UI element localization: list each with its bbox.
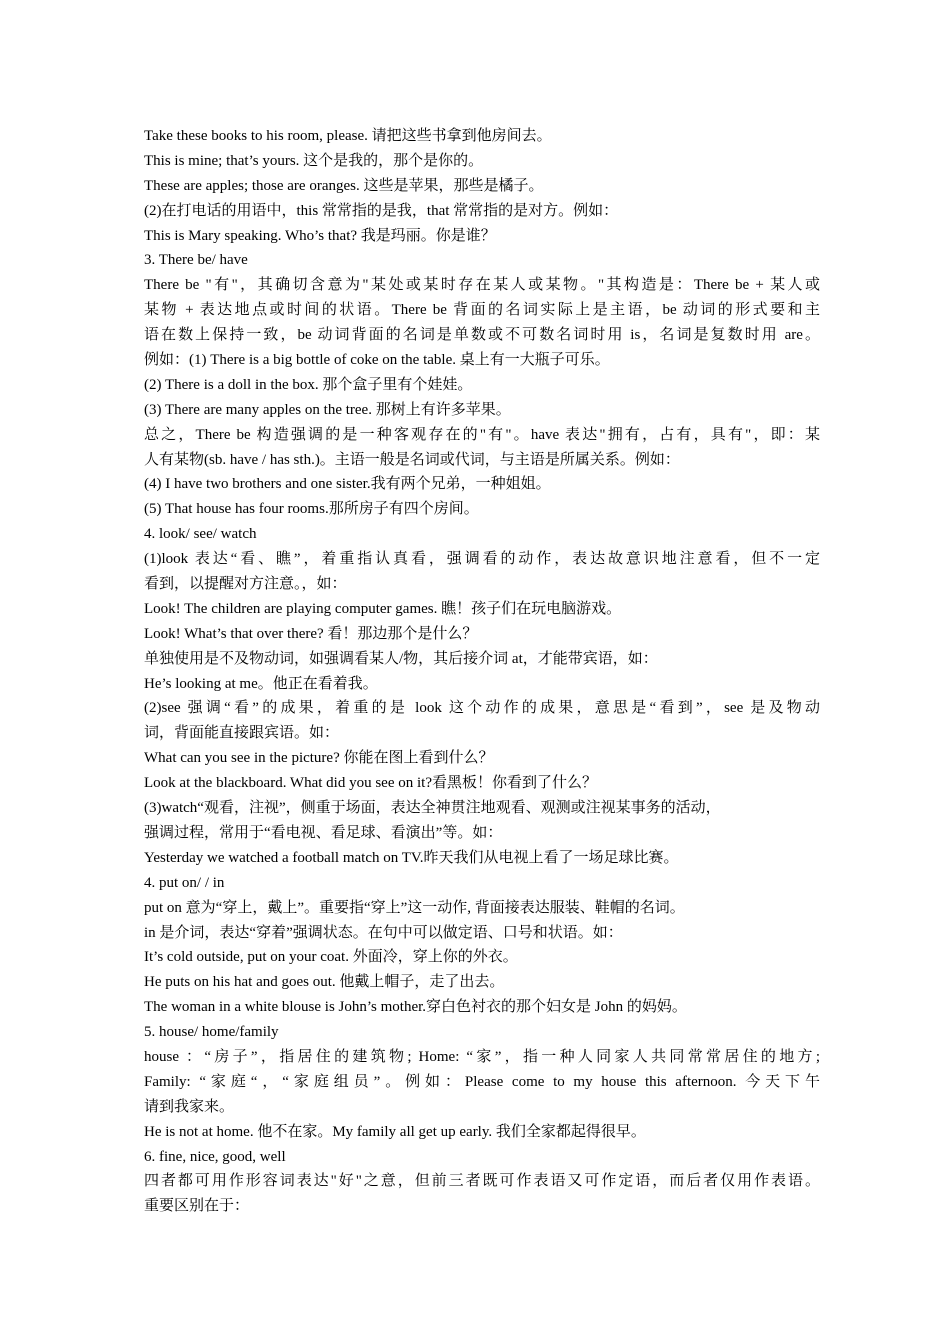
text-line: 语在数上保持一致，be 动词背面的名词是单数或不可数名词时用 is，名词是复数时用 are。 bbox=[144, 327, 820, 344]
text-line: 词，背面能直接跟宾语。如： bbox=[144, 725, 340, 742]
text-line: What can you see in the picture? 你能在图上看到什么？ bbox=[144, 750, 494, 767]
text-line: These are apples; those are oranges. 这些是苹果，那些是橘子。 bbox=[144, 177, 544, 194]
text-line: 单独使用是不及物动词，如强调看某人/物，其后接介词 at，才能带宾语，如： bbox=[144, 650, 658, 667]
text-line: put on 意为“穿上，戴上”。重要指“穿上”这一动作, 背面接表达服装、鞋帽的名词。 bbox=[144, 899, 685, 916]
text-line: He puts on his hat and goes out. 他戴上帽子，走了出去。 bbox=[144, 974, 505, 991]
text-line: This is Mary speaking. Who’s that? 我是玛丽。你是谁？ bbox=[144, 227, 496, 244]
text-line: 强调过程，常用于“看电视、看足球、看演出”等。如： bbox=[144, 824, 503, 841]
text-line: It’s cold outside, put on your coat. 外面冷，穿上你的外衣。 bbox=[144, 949, 518, 966]
text-line: (2)在打电话的用语中，this 常常指的是我，that 常常指的是对方。例如： bbox=[144, 202, 619, 219]
text-line: 四者都可用作形容词表达"好"之意，但前三者既可作表语又可作定语，而后者仅用作表语。 bbox=[144, 1173, 820, 1190]
text-line: 例如：(1) There is a big bottle of coke on the table. 桌上有一大瓶子可乐。 bbox=[144, 352, 610, 369]
text-line: Look! What’s that over there? 看！那边那个是什么？ bbox=[144, 625, 478, 642]
text-line: He is not at home. 他不在家。My family all get up early. 我们全家都起得很早。 bbox=[144, 1123, 646, 1140]
text-line: Look at the blackboard. What did you see on it?看黑板！你看到了什么？ bbox=[144, 775, 597, 792]
text-line: (3)watch“观看，注视”，侧重于场面，表达全神贯注地观看、观测或注视某事务的活动， bbox=[144, 800, 721, 817]
text-line: Take these books to his room, please. 请把这些书拿到他房间去。 bbox=[144, 128, 552, 144]
text-line: 某物 + 表达地点或时间的状语。There be 背面的名词实际上是主语，be 动词的形式要和主 bbox=[144, 302, 820, 319]
text-line: Look! The children are playing computer games. 瞧！孩子们在玩电脑游戏。 bbox=[144, 600, 622, 617]
text-line: (4) I have two brothers and one sister.我有两个兄弟，一种姐姐。 bbox=[144, 476, 551, 493]
text-line: 看到，以提醒对方注意。，如： bbox=[144, 576, 347, 593]
text-line: 6. fine, nice, good, well bbox=[144, 1148, 286, 1165]
text-line: Yesterday we watched a football match on TV.昨天我们从电视上看了一场足球比赛。 bbox=[144, 849, 679, 866]
text-line: 重要区别在于： bbox=[144, 1198, 250, 1215]
document-page bbox=[144, 124, 820, 1219]
text-line: 5. house/ home/family bbox=[144, 1024, 279, 1041]
text-line: 4. put on/ / in bbox=[144, 874, 225, 891]
text-line: (5) That house has four rooms.那所房子有四个房间。 bbox=[144, 501, 479, 518]
text-line: 人有某物(sb. have / has sth.)。主语一般是名词或代词，与主语是所属关系。例如： bbox=[144, 451, 680, 468]
text-line: 4. look/ see/ watch bbox=[144, 526, 257, 543]
text-line: (2) There is a doll in the box. 那个盒子里有个娃娃。 bbox=[144, 376, 473, 393]
text-line: 请到我家来。 bbox=[144, 1098, 235, 1115]
text-line: house ：“房子”，指居住的建筑物; Home: “家”，指一种人同家人共同常常居住的地方; bbox=[144, 1048, 820, 1065]
text-line: 3. There be/ have bbox=[144, 252, 248, 269]
text-line: There be "有"，其确切含意为"某处或某时存在某人或某物。"其构造是：There be + 某人或 bbox=[144, 277, 820, 294]
text-line: This is mine; that’s yours. 这个是我的，那个是你的。 bbox=[144, 152, 484, 169]
text-line: Family: “家庭“，“家庭组员”。例如：Please come to my house this afternoon. 今天下午 bbox=[144, 1073, 820, 1090]
text-line: The woman in a white blouse is John’s mother.穿白色衬衣的那个妇女是 John 的妈妈。 bbox=[144, 999, 687, 1016]
text-line: (1)look 表达“看、瞧”，着重指认真看，强调看的动作，表达故意识地注意看，但不一定 bbox=[144, 551, 820, 568]
text-line: 总之，There be 构造强调的是一种客观存在的"有"。have 表达"拥有，占有，具有"，即：某 bbox=[144, 426, 820, 443]
text-line: He’s looking at me。他正在看着我。 bbox=[144, 675, 378, 692]
text-line: (3) There are many apples on the tree. 那树上有许多苹果。 bbox=[144, 401, 511, 418]
text-line: (2)see 强调“看”的成果，着重的是 look 这个动作的成果，意思是“看到”，see 是及物动 bbox=[144, 700, 820, 717]
text-line: in 是介词，表达“穿着”强调状态。在句中可以做定语、口号和状语。如： bbox=[144, 924, 623, 941]
